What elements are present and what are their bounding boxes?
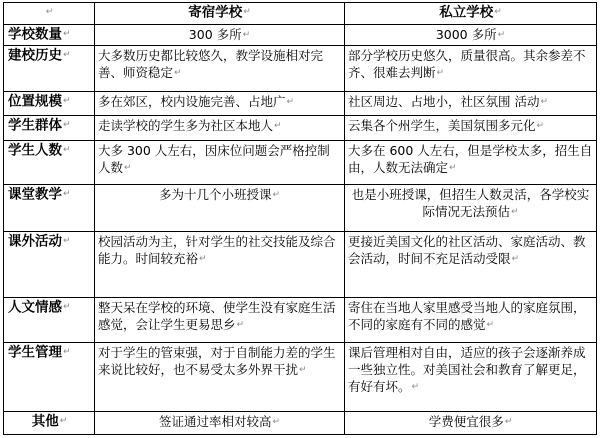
paragraph-mark-icon: ↵ <box>540 96 549 107</box>
paragraph-mark-icon: ↵ <box>242 29 251 40</box>
paragraph-mark-icon: ↵ <box>536 121 545 132</box>
paragraph-mark-icon: ↵ <box>63 28 71 39</box>
row-label: 建校历史↵ <box>4 46 95 91</box>
table-header-row <box>4 3 597 25</box>
paragraph-mark-icon: ↵ <box>243 7 251 17</box>
paragraph-mark-icon: ↵ <box>63 120 71 131</box>
boarding-cell: 300 多所↵ <box>95 24 345 46</box>
boarding-cell: 多在郊区，校内设施完善、占地广↵ <box>95 91 345 116</box>
paragraph-mark-icon: ↵ <box>63 347 71 358</box>
private-cell: 大多在 600 人左右，但是学校太多，招生自由，人数无法确定↵ <box>345 141 597 185</box>
row-label: 人文情感↵ <box>4 297 95 342</box>
boarding-cell: 走读学校的学生多为社区本地人↵ <box>95 116 345 141</box>
paragraph-mark-icon: ↵ <box>449 163 457 174</box>
paragraph-mark-icon: ↵ <box>272 417 281 428</box>
paragraph-mark-icon: ↵ <box>504 417 513 428</box>
private-cell: 部分学校历史悠久，质量很高。其余参差不齐、很难去判断↵ <box>345 46 597 91</box>
comparison-table <box>3 2 597 435</box>
paragraph-mark-icon: ↵ <box>236 319 245 330</box>
paragraph-mark-icon: ↵ <box>174 68 182 79</box>
private-cell: 学费便宜很多↵ <box>345 412 597 435</box>
paragraph-mark-icon: ↵ <box>63 189 71 200</box>
private-cell: 更接近美国文化的社区活动、家庭活动、教会活动，时间不充足活动受限↵ <box>345 231 597 297</box>
boarding-cell: 整天呆在学校的环境、使学生没有家庭生活感觉，会让学生更易思乡↵ <box>95 297 345 342</box>
row-label: 课堂教学↵ <box>4 185 95 231</box>
boarding-cell: 签证通过率相对较高↵ <box>95 412 345 435</box>
table-row <box>4 141 597 185</box>
private-cell: 也是小班授课，但招生人数灵活，各学校实际情况无法预估↵ <box>345 185 597 231</box>
paragraph-mark-icon: ↵ <box>510 207 519 218</box>
paragraph-mark-icon: ↵ <box>45 7 54 17</box>
header-boarding-school: 寄宿学校↵ <box>95 3 345 25</box>
paragraph-mark-icon: ↵ <box>274 121 282 132</box>
table-row <box>4 24 597 46</box>
paragraph-mark-icon: ↵ <box>494 7 502 17</box>
paragraph-mark-icon: ↵ <box>511 253 520 264</box>
boarding-cell: 大多 300 人左右，因床位问题会严格控制人数↵ <box>95 141 345 185</box>
paragraph-mark-icon: ↵ <box>486 319 495 330</box>
table-row <box>4 91 597 116</box>
table-row <box>4 412 597 435</box>
header-corner-cell <box>4 3 95 25</box>
private-cell: 课后管理相对自由，适应的孩子会逐渐养成一些独立性。对美国社会和教育了解更足，有好有坏。↵ <box>345 343 597 412</box>
private-cell: 社区周边、占地小，社区氛围 活动↵ <box>345 91 597 116</box>
paragraph-mark-icon: ↵ <box>436 68 445 79</box>
private-cell: 3000 多所↵ <box>345 24 597 46</box>
paragraph-mark-icon: ↵ <box>497 29 506 40</box>
boarding-cell: 大多数历史都比较悠久，教学设施相对完善、师资稳定↵ <box>95 46 345 91</box>
paragraph-mark-icon: ↵ <box>63 145 71 156</box>
row-label: 学校数量↵ <box>4 24 95 46</box>
paragraph-mark-icon: ↵ <box>63 50 71 61</box>
table-row <box>4 297 597 342</box>
private-cell: 寄住在当地人家里感受当地人的家庭氛围，不同的家庭有不同的感觉↵ <box>345 297 597 342</box>
paragraph-mark-icon: ↵ <box>286 96 295 107</box>
row-label: 其他↵ <box>4 412 95 435</box>
table-row <box>4 116 597 141</box>
row-label: 学生人数↵ <box>4 141 95 185</box>
paragraph-mark-icon: ↵ <box>299 365 307 376</box>
boarding-cell: 对于学生的管束强，对于自制能力差的学生来说比较好，也不易受太多外界干扰↵ <box>95 343 345 412</box>
row-label: 课外活动↵ <box>4 231 95 297</box>
paragraph-mark-icon: ↵ <box>63 235 71 246</box>
table-row <box>4 46 597 91</box>
header-private-school: 私立学校↵ <box>345 3 597 25</box>
table-row <box>4 231 597 297</box>
paragraph-mark-icon: ↵ <box>63 95 71 106</box>
boarding-cell: 多为十几个小班授课↵ <box>95 185 345 231</box>
private-cell: 云集各个州学生，美国氛围多元化↵ <box>345 116 597 141</box>
table-row <box>4 343 597 412</box>
row-label: 学生管理↵ <box>4 343 95 412</box>
paragraph-mark-icon: ↵ <box>63 301 71 312</box>
paragraph-mark-icon: ↵ <box>59 416 68 427</box>
paragraph-mark-icon: ↵ <box>199 253 207 264</box>
paragraph-mark-icon: ↵ <box>124 163 132 174</box>
row-label: 位置规模↵ <box>4 91 95 116</box>
row-label: 学生群体↵ <box>4 116 95 141</box>
table-row <box>4 185 597 231</box>
boarding-cell: 校园活动为主，针对学生的社交技能及综合能力。时间较充裕↵ <box>95 231 345 297</box>
paragraph-mark-icon: ↵ <box>411 382 420 393</box>
paragraph-mark-icon: ↵ <box>272 190 281 201</box>
